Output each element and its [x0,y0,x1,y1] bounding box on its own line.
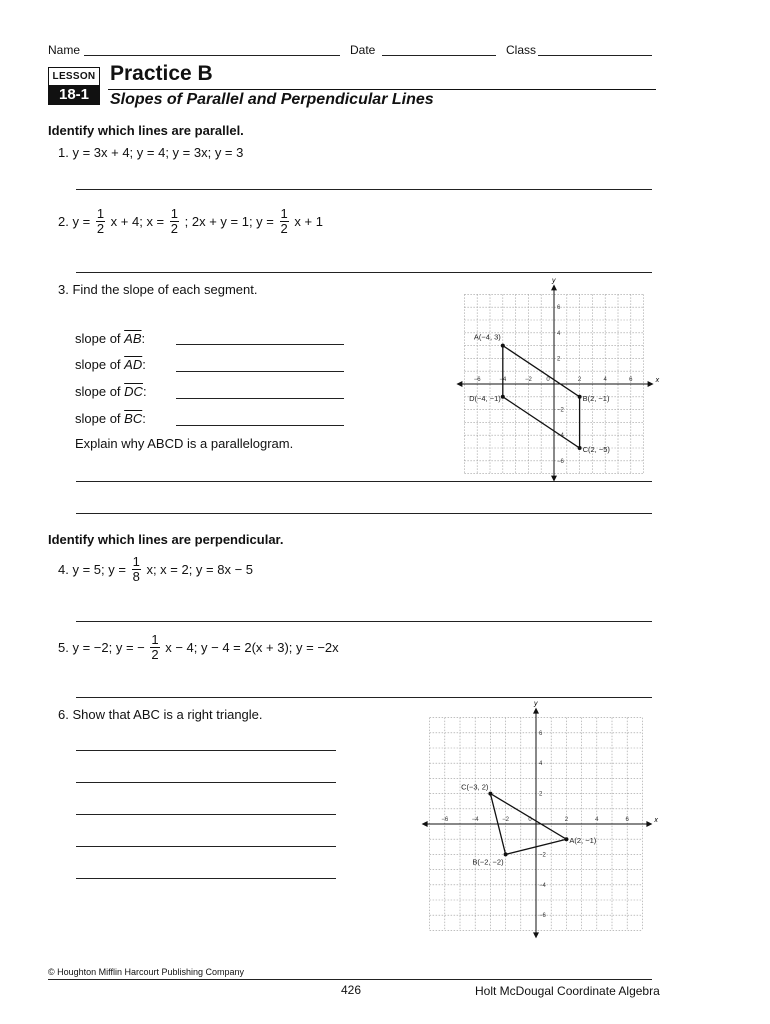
slope-dc-field[interactable] [176,398,344,399]
vertex-label: C(2, −5) [582,445,610,454]
q2-text: y = [72,214,91,229]
x-tick-label: −6 [441,817,449,823]
y-tick-label: −6 [539,913,546,920]
name-field[interactable] [84,55,340,56]
fraction [280,207,289,236]
y-tick-label: 2 [539,791,543,798]
section2-heading: Identify which lines are perpendicular. [48,532,284,547]
question-3 [58,282,257,297]
question-6 [58,707,263,722]
y-tick-label: −4 [557,433,564,440]
copyright: © Houghton Mifflin Harcourt Publishing Company [48,967,245,977]
vertex-point [488,792,492,796]
denominator: 2 [151,647,159,662]
class-label: Class [506,43,537,57]
y-arrow [533,932,539,938]
graph-right-triangle [432,700,664,924]
q2-number: 2. [58,214,69,229]
slope-bc-field[interactable] [176,425,344,426]
vertex-label: A(2, −1) [569,836,597,846]
q2-text: ; 2x + y = 1; y = [184,214,274,229]
slope-row-ad: slope of $\overline{AD}$: [75,357,146,372]
vertex-point [578,395,582,399]
segment-name: $\overline{DC}$ [124,384,143,399]
denominator: 2 [96,221,105,236]
name-label: Name [48,43,81,57]
slope-row-bc: slope of $\overline{BC}$: [75,411,146,426]
class-field[interactable] [538,55,652,56]
answer-line-6d[interactable] [76,846,336,847]
y-tick-label: −6 [557,458,564,465]
y-axis-label: y [552,277,556,285]
q4-text: y = 5; y = [72,562,126,577]
numerator: 1 [151,632,159,647]
vertex-point [501,395,505,399]
vertex-point [504,852,508,856]
numerator: 1 [280,206,288,221]
x-axis-label: x [654,817,658,824]
q3-explain: Explain why ABCD is a parallelogram. [75,436,294,451]
segment-name: $\overline{AD}$ [124,357,143,372]
x-tick-label: 4 [595,817,599,823]
y-tick-label: −4 [539,882,546,889]
answer-line-5[interactable] [76,697,652,698]
answer-line-6a[interactable] [76,750,336,751]
q4-text: x; x = 2; y = 8x − 5 [146,562,254,577]
x-axis-label: x [655,377,660,384]
answer-line-6e[interactable] [76,878,336,879]
y-arrow [533,708,539,714]
question-4 [58,555,253,584]
slope-row-ab: slope of $\overline{AB}$: [75,331,146,346]
numerator: 1 [170,206,179,221]
q3-prompt: Find the slope of each segment. [72,282,258,297]
y-tick-label: 2 [557,356,561,363]
slope-ab-field[interactable] [176,344,344,345]
book-title: Holt McDougal Coordinate Algebra [475,984,660,998]
fraction [96,207,105,236]
x-tick-label: −4 [471,817,479,823]
x-tick-label: 4 [603,377,607,383]
q5-text: y = −2; y = − [72,640,145,655]
x-arrow [422,821,428,827]
y-tick-label: −2 [539,852,546,859]
segment-name: $\overline{AB}$ [124,331,142,346]
answer-line-3a[interactable] [76,481,652,482]
vertex-label: D(−4, −1) [469,393,501,403]
fraction [170,207,179,236]
answer-line-6c[interactable] [76,814,336,815]
numerator: 1 [96,206,105,221]
slope-ad-field[interactable] [176,371,344,372]
y-tick-label: 4 [539,761,543,768]
x-tick-label: −2 [502,817,510,823]
slope-label: slope of [75,357,121,372]
q1-text: y = 3x + 4; y = 4; y = 3x; y = 3 [72,145,244,160]
graph-parallelogram [462,277,660,470]
vertex-label: B(−2, −2) [472,857,504,867]
answer-line-2[interactable] [76,272,652,273]
x-arrow [456,381,462,387]
page-title: Practice B [110,62,213,85]
x-tick-label: 0 [546,377,550,383]
slope-row-dc: slope of $\overline{DC}$: [75,384,147,399]
x-tick-label: 2 [577,377,582,383]
q6-number: 6. [58,707,69,722]
denominator: 8 [132,569,140,584]
y-arrow [551,284,557,290]
date-label: Date [350,43,376,57]
y-tick-label: 6 [557,305,561,312]
footer-rule [48,979,652,980]
numerator: 1 [132,554,140,569]
vertex-label: C(−3, 2) [461,782,489,792]
fraction [150,633,159,662]
title-rule [108,89,656,90]
q6-prompt: Show that ABC is a right triangle. [72,707,263,722]
q1-number: 1. [58,145,69,160]
q2-text: x + 4; x = [110,214,165,229]
q2-text: x + 1 [294,214,323,229]
x-arrow [648,381,654,387]
answer-line-4[interactable] [76,621,652,622]
vertex-label: B(2, −1) [582,393,610,403]
question-5 [58,633,339,662]
x-tick-label: −6 [473,377,481,383]
q5-text: x − 4; y − 4 = 2(x + 3); y = −2x [165,640,339,655]
section1-heading: Identify which lines are parallel. [48,123,244,138]
x-tick-label: −4 [499,377,507,383]
x-tick-label: 6 [629,377,633,383]
y-tick-label: 6 [539,730,543,737]
question-2 [58,207,323,236]
lesson-label: LESSON [48,67,100,86]
x-arrow [646,821,652,827]
slope-label: slope of [75,331,121,346]
denominator: 2 [280,221,288,236]
answer-line-3b[interactable] [76,513,652,514]
question-1 [58,145,243,160]
vertex-label: A(−4, 3) [473,332,501,342]
page-subtitle: Slopes of Parallel and Perpendicular Lines [110,91,434,108]
date-field[interactable] [382,55,496,56]
q5-number: 5. [58,640,69,655]
vertex-point [578,446,582,450]
y-axis-label: y [534,700,538,708]
x-tick-label: 6 [625,817,629,823]
denominator: 2 [170,221,179,236]
x-tick-label: −2 [524,377,532,383]
fraction [132,555,141,584]
lesson-number: 18-1 [48,85,100,105]
y-tick-label: 4 [557,330,561,337]
answer-line-6b[interactable] [76,782,336,783]
vertex-point [501,344,505,348]
segment-name: $\overline{BC}$ [124,411,143,426]
vertex-point [564,837,568,841]
slope-label: slope of [75,384,121,399]
page-number: 426 [341,983,362,997]
answer-line-1[interactable] [76,189,652,190]
x-tick-label: 2 [564,817,569,823]
slope-label: slope of [75,411,121,426]
x-tick-label: 0 [528,817,532,823]
y-tick-label: −2 [557,407,564,414]
q3-number: 3. [58,282,69,297]
q4-number: 4. [58,562,69,577]
